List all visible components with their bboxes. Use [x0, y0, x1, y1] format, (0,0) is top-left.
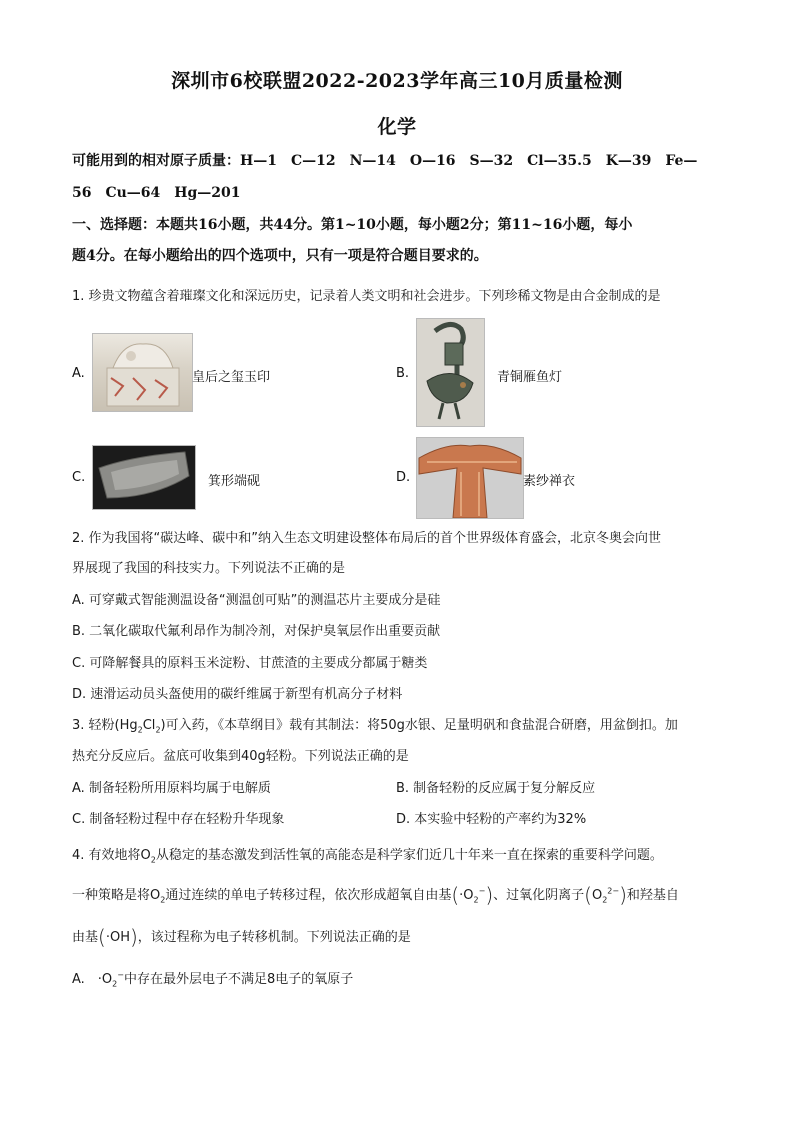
- inkstone-image: [92, 445, 196, 510]
- q4-l2-c: 通过连续的单电子转移过程，依次形成超氧自由基: [165, 888, 452, 903]
- q1-option-a-label: A.: [72, 366, 85, 381]
- atomic-masses-line1: 可能用到的相对原子质量：H—1 C—12 N—14 O—16 S—32 Cl—35.5 K—39 Fe—: [72, 153, 698, 169]
- question-4-line2: 一种策略是将$O_2$通过连续的单电子转移过程，依次形成超氧自由基$(\cdot O_2^-)$、过氧化阴离子$(O_2^{2-})$和羟基自: [72, 883, 679, 907]
- q2-option-c: C. 可降解餐具的原料玉米淀粉、甘蔗渣的主要成分都属于糖类: [72, 656, 428, 671]
- q4-opta-sup: −: [117, 970, 124, 980]
- question-4-line1: [72, 844, 663, 865]
- q1-option-a-text: 皇后之玺玉印: [192, 370, 271, 385]
- q4-l1-a: 4. 有效地将O: [72, 848, 151, 863]
- section-heading-line1: 一、选择题：本题共16小题，共44分。第1~10小题，每小题2分；第11~16小题，每小: [72, 217, 633, 233]
- q4-l3-a: 由基: [72, 930, 99, 945]
- q3-option-d: D. 本实验中轻粉的产率约为32%: [396, 812, 587, 827]
- atomic-masses-line2: 56 Cu—64 Hg—201: [72, 185, 241, 201]
- q4-peroxide-charge: 2−: [607, 886, 620, 896]
- subject-title: 化学: [377, 116, 417, 138]
- q4-option-a: [72, 968, 353, 989]
- q4-l1-sub: 2: [150, 855, 156, 865]
- q3-text-e: )可入药，《本草纲目》载有其制法：将50g水银、足量明矾和食盐混合研磨，用盆倒扣。加: [160, 718, 678, 733]
- q3-text-a: 3. 轻粉(Hg: [72, 718, 138, 733]
- q4-l2-g: 、过氧化阴离子: [493, 888, 585, 903]
- question-1-stem: 1. 珍贵文物蕴含着璀璨文化和深远历史，记录着人类文明和社会进步。下列珍稀文物是由合金制成的是: [72, 289, 661, 304]
- q1-option-c-label: C.: [72, 470, 86, 485]
- q1-option-b-text: 青铜雁鱼灯: [497, 370, 563, 385]
- q3-option-a: A. 制备轻粉所用原料均属于电解质: [72, 781, 271, 796]
- question-2-line2: 界展现了我国的科技实力。下列说法不正确的是: [72, 561, 346, 576]
- q4-l3-c: ，该过程称为电子转移机制。下列说法正确的是: [137, 930, 411, 945]
- q4-hydroxyl: ·OH: [105, 930, 130, 945]
- question-4-line3: 由基(·OH)，该过程称为电子转移机制。下列说法正确的是: [72, 925, 411, 949]
- q4-l1-c: 从稳定的基态激发到活性氧的高能态是科学家们近几十年来一直在探索的重要科学问题。: [155, 848, 663, 863]
- section-heading-line2: 题4分。在每小题给出的四个选项中，只有一项是符合题目要求的。: [72, 248, 488, 264]
- bronze-goose-lamp-image: [416, 318, 485, 427]
- q3-text-c: Cl: [142, 718, 156, 733]
- q4-opta-d: 中存在最外层电子不满足8电子的氧原子: [123, 972, 354, 987]
- q1-option-d-label: D.: [396, 470, 411, 485]
- question-2-line1: 2. 作为我国将“碳达峰、碳中和”纳入生态文明建设整体布局后的首个世界级体育盛会，北京冬奥会向世: [72, 531, 662, 546]
- jade-seal-image: [92, 333, 193, 412]
- q1-option-c-text: 箕形端砚: [208, 474, 261, 489]
- question-3-line2: 热充分反应后。盆底可收集到40g轻粉。下列说法正确的是: [72, 749, 409, 764]
- q4-l2-sub: 2: [160, 895, 166, 905]
- q4-l2-k: 和羟基自: [626, 888, 679, 903]
- q4-opta-sub: 2: [112, 979, 118, 989]
- q1-option-d-text: 素纱禅衣: [523, 474, 576, 489]
- q2-option-b: B. 二氧化碳取代氟利昂作为制冷剂，对保护臭氧层作出重要贡献: [72, 624, 441, 639]
- page-title: 深圳市6校联盟2022-2023学年高三10月质量检测: [171, 70, 623, 92]
- q3-option-b: B. 制备轻粉的反应属于复分解反应: [396, 781, 596, 796]
- silk-gown-image: [416, 437, 524, 519]
- q4-opta-a: A. ·O: [72, 972, 113, 987]
- q2-option-a: A. 可穿戴式智能测温设备“测温创可贴”的测温芯片主要成分是硅: [72, 593, 441, 608]
- q3-option-c: C. 制备轻粉过程中存在轻粉升华现象: [72, 812, 285, 827]
- q4-superoxide-sub: 2: [473, 895, 479, 905]
- q4-peroxide: O: [591, 888, 603, 903]
- q4-superoxide: ·O: [459, 888, 474, 903]
- q3-sub-1: 2: [137, 725, 143, 735]
- q1-option-b-label: B.: [396, 366, 410, 381]
- q4-l2-a: 一种策略是将O: [72, 888, 161, 903]
- question-3-line1: [72, 714, 678, 735]
- q2-option-d: D. 速滑运动员头盔使用的碳纤维属于新型有机高分子材料: [72, 687, 403, 702]
- q4-peroxide-sub: 2: [602, 895, 608, 905]
- q3-sub-2: 2: [155, 725, 161, 735]
- q4-superoxide-charge: −: [478, 886, 486, 896]
